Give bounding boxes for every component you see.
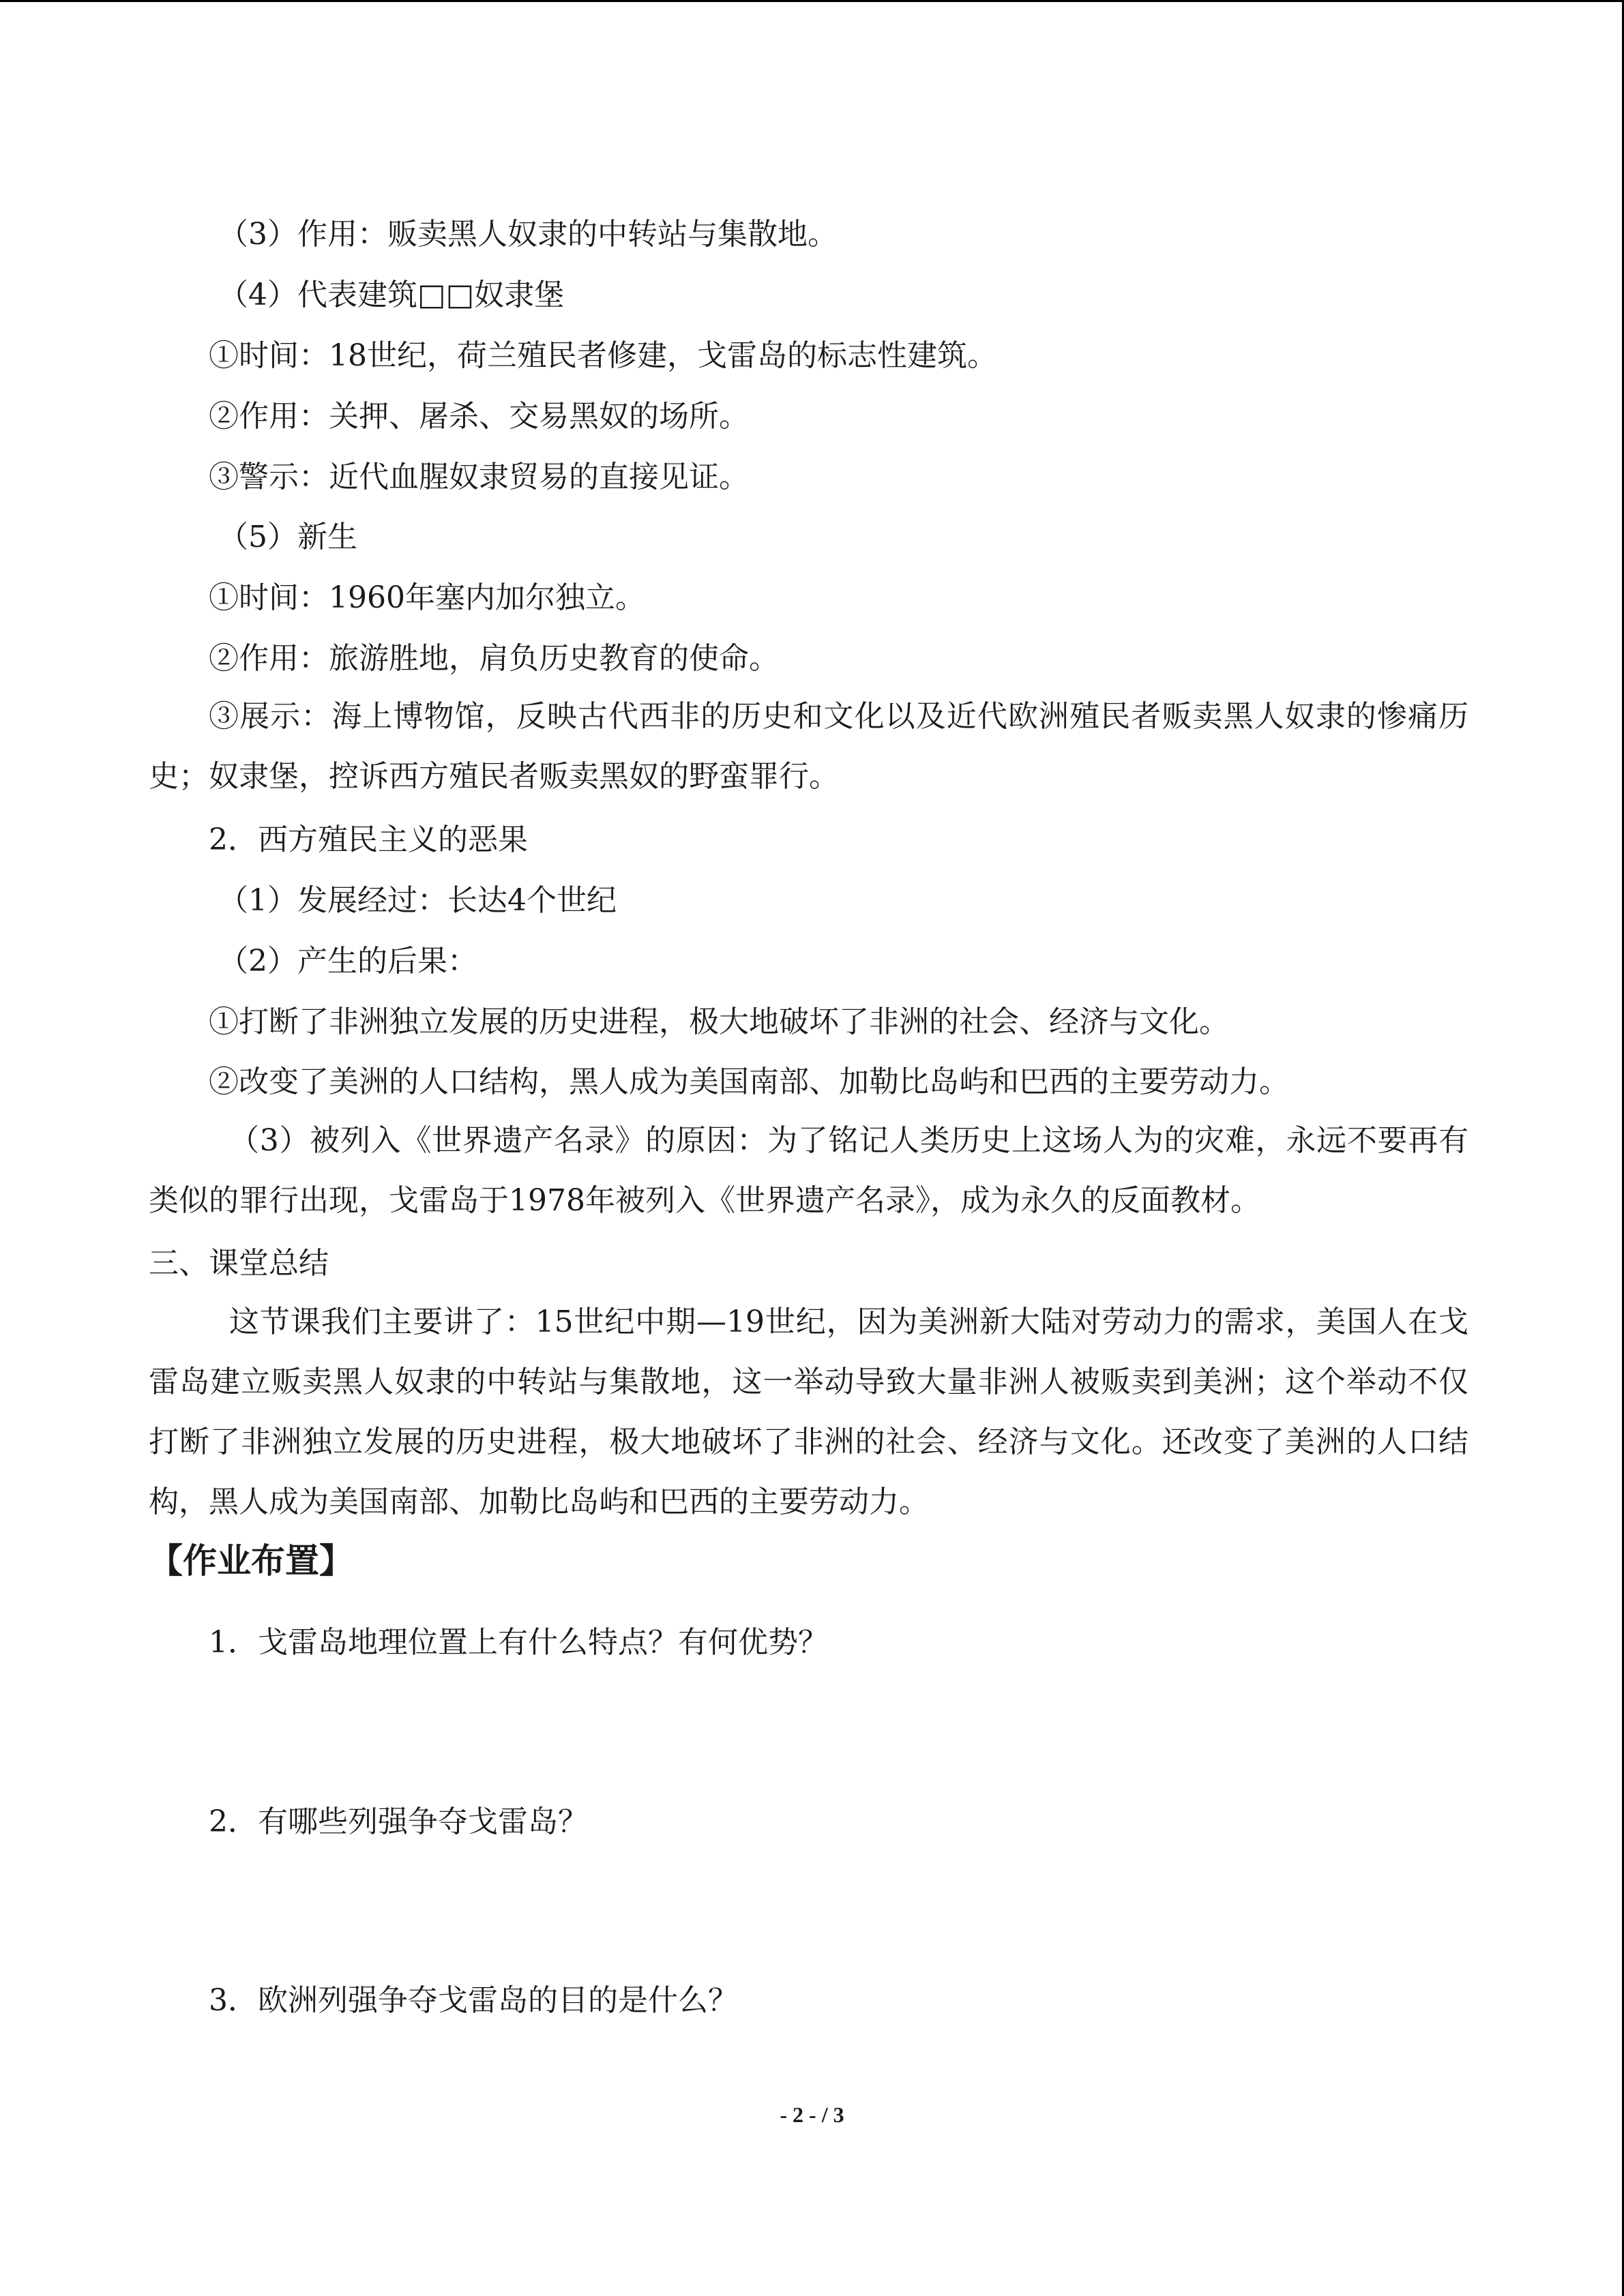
text-line: ②作用：旅游胜地，肩负历史教育的使命。 (209, 641, 779, 676)
text-line: （3）作用：贩卖黑人奴隶的中转站与集散地。 (218, 217, 838, 252)
page-frame-top (0, 0, 1624, 2)
text-line: ②作用：关押、屠杀、交易黑奴的场所。 (209, 399, 749, 434)
text-line: ③警示：近代血腥奴隶贸易的直接见证。 (209, 460, 749, 494)
homework-question: 1．戈雷岛地理位置上有什么特点？有何优势？ (209, 1625, 828, 1660)
section-heading: 三、课堂总结 (149, 1246, 329, 1281)
text-line: ①打断了非洲独立发展的历史进程，极大地破坏了非洲的社会、经济与文化。 (209, 1004, 1229, 1039)
paragraph: （3）被列入《世界遗产名录》的原因：为了铭记人类历史上这场人为的灾难，永远不要再有类似的罪行出现，戈雷岛于1978年被列入《世界遗产名录》，成为永久的反面教材。 (149, 1123, 1468, 1218)
text-line: （5）新生 (218, 520, 357, 554)
text-line: （2）产生的后果： (218, 944, 477, 979)
page-number: - 2 - / 3 (780, 2102, 844, 2127)
homework-question: 2．有哪些列强争夺戈雷岛？ (209, 1804, 588, 1839)
text-line: 2．西方殖民主义的恶果 (209, 822, 528, 857)
homework-question: 3．欧洲列强争夺戈雷岛的目的是什么？ (209, 1983, 738, 2018)
paragraph: ③展示：海上博物馆，反映古代西非的历史和文化以及近代欧洲殖民者贩卖黑人奴隶的惨痛历史；奴隶堡，控诉西方殖民者贩卖黑奴的野蛮罪行。 (149, 699, 1468, 794)
text-line: ②改变了美洲的人口结构，黑人成为美国南部、加勒比岛屿和巴西的主要劳动力。 (209, 1064, 1289, 1099)
text-line: ①时间：1960年塞内加尔独立。 (209, 580, 645, 615)
text-line: （4）代表建筑□□奴隶堡 (218, 278, 565, 312)
homework-heading: 【作业布置】 (149, 1541, 353, 1581)
text-line: ①时间：18世纪，荷兰殖民者修建，戈雷岛的标志性建筑。 (209, 338, 997, 373)
paragraph: 这节课我们主要讲了：15世纪中期—19世纪，因为美洲新大陆对劳动力的需求，美国人在戈雷岛建立贩卖黑人奴隶的中转站与集散地，这一举动导致大量非洲人被贩卖到美洲；这个举动不仅打断了非洲独立发展的历史进程，极大地破坏了非洲的社会、经济与文化。还改变了美洲的人口结构，黑人成为美国南部、加勒比岛屿和巴西的主要劳动力。 (149, 1304, 1468, 1519)
text-line: （1）发展经过：长达4个世纪 (218, 883, 617, 918)
